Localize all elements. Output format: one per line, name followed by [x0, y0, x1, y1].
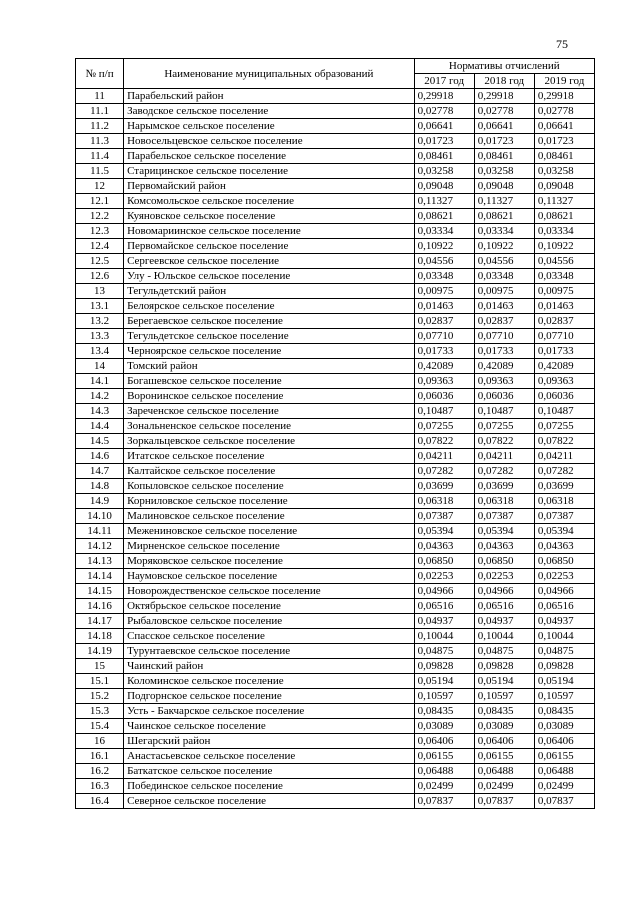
- row-value-2017: 0,02778: [414, 104, 474, 119]
- row-value-2019: 0,06488: [534, 764, 594, 779]
- row-value-2019: 0,03334: [534, 224, 594, 239]
- table-row: [76, 194, 595, 209]
- row-name: Подгорнское сельское поселение: [124, 689, 415, 704]
- row-value-2017: 0,03089: [414, 719, 474, 734]
- row-value-2019: 0,07837: [534, 794, 594, 809]
- row-number: 14.12: [76, 539, 124, 554]
- row-value-2017: 0,03334: [414, 224, 474, 239]
- row-value-2017: 0,06641: [414, 119, 474, 134]
- row-value-2019: 0,04556: [534, 254, 594, 269]
- row-value-2018: 0,03348: [474, 269, 534, 284]
- table-row: [76, 374, 595, 389]
- row-value-2019: 0,01733: [534, 344, 594, 359]
- row-value-2019: 0,08435: [534, 704, 594, 719]
- row-value-2017: 0,07255: [414, 419, 474, 434]
- row-value-2019: 0,07387: [534, 509, 594, 524]
- row-name: Усть - Бакчарское сельское поселение: [124, 704, 415, 719]
- row-name: Шегарский район: [124, 734, 415, 749]
- row-name: Томский район: [124, 359, 415, 374]
- row-number: 12.4: [76, 239, 124, 254]
- row-value-2017: 0,00975: [414, 284, 474, 299]
- row-value-2019: 0,08621: [534, 209, 594, 224]
- row-number: 13.1: [76, 299, 124, 314]
- row-name: Нарымское сельское поселение: [124, 119, 415, 134]
- row-name: Тегульдетский район: [124, 284, 415, 299]
- row-name: Межениновское сельское поселение: [124, 524, 415, 539]
- row-value-2019: 0,07710: [534, 329, 594, 344]
- row-number: 12.5: [76, 254, 124, 269]
- row-value-2017: 0,04966: [414, 584, 474, 599]
- row-value-2017: 0,04556: [414, 254, 474, 269]
- row-value-2017: 0,04363: [414, 539, 474, 554]
- table-row: [76, 134, 595, 149]
- row-value-2019: 0,03699: [534, 479, 594, 494]
- row-number: 14.6: [76, 449, 124, 464]
- table-row: [76, 269, 595, 284]
- row-value-2017: 0,07282: [414, 464, 474, 479]
- row-value-2017: 0,09363: [414, 374, 474, 389]
- row-value-2017: 0,07710: [414, 329, 474, 344]
- row-value-2018: 0,07387: [474, 509, 534, 524]
- row-value-2019: 0,06641: [534, 119, 594, 134]
- table-row: [76, 254, 595, 269]
- row-value-2019: 0,09363: [534, 374, 594, 389]
- table-row: [76, 149, 595, 164]
- row-number: 15.4: [76, 719, 124, 734]
- row-number: 16.1: [76, 749, 124, 764]
- row-value-2018: 0,01723: [474, 134, 534, 149]
- table-row: [76, 659, 595, 674]
- row-value-2018: 0,10597: [474, 689, 534, 704]
- row-value-2019: 0,42089: [534, 359, 594, 374]
- table-row: [76, 299, 595, 314]
- row-name: Северное сельское поселение: [124, 794, 415, 809]
- row-number: 11.4: [76, 149, 124, 164]
- table-row: [76, 404, 595, 419]
- table-row: [76, 509, 595, 524]
- row-value-2019: 0,04875: [534, 644, 594, 659]
- row-value-2019: 0,09048: [534, 179, 594, 194]
- row-value-2018: 0,06516: [474, 599, 534, 614]
- row-name: Новомариинское сельское поселение: [124, 224, 415, 239]
- header-group: Нормативы отчислений: [414, 59, 594, 74]
- row-name: Тегульдетское сельское поселение: [124, 329, 415, 344]
- row-name: Малиновское сельское поселение: [124, 509, 415, 524]
- row-name: Баткатское сельское поселение: [124, 764, 415, 779]
- row-value-2017: 0,04211: [414, 449, 474, 464]
- row-number: 14.17: [76, 614, 124, 629]
- row-number: 14.5: [76, 434, 124, 449]
- row-value-2018: 0,04875: [474, 644, 534, 659]
- row-name: Октябрьское сельское поселение: [124, 599, 415, 614]
- row-number: 14.11: [76, 524, 124, 539]
- row-number: 14.4: [76, 419, 124, 434]
- row-value-2018: 0,03699: [474, 479, 534, 494]
- row-number: 14.1: [76, 374, 124, 389]
- table-body: [76, 89, 595, 809]
- row-value-2018: 0,07710: [474, 329, 534, 344]
- row-name: Турунтаевское сельское поселение: [124, 644, 415, 659]
- row-value-2018: 0,06318: [474, 494, 534, 509]
- row-name: Берегаевское сельское поселение: [124, 314, 415, 329]
- table-row: [76, 434, 595, 449]
- row-value-2019: 0,05194: [534, 674, 594, 689]
- row-number: 14.18: [76, 629, 124, 644]
- row-name: Наумовское сельское поселение: [124, 569, 415, 584]
- row-number: 14.13: [76, 554, 124, 569]
- row-value-2017: 0,05194: [414, 674, 474, 689]
- row-value-2018: 0,04937: [474, 614, 534, 629]
- row-value-2018: 0,07822: [474, 434, 534, 449]
- row-number: 14.8: [76, 479, 124, 494]
- row-value-2017: 0,09828: [414, 659, 474, 674]
- row-value-2017: 0,01733: [414, 344, 474, 359]
- row-name: Парабельский район: [124, 89, 415, 104]
- row-value-2018: 0,04363: [474, 539, 534, 554]
- row-value-2017: 0,08461: [414, 149, 474, 164]
- row-name: Заводское сельское поселение: [124, 104, 415, 119]
- row-number: 12.1: [76, 194, 124, 209]
- row-value-2018: 0,06036: [474, 389, 534, 404]
- row-value-2019: 0,02499: [534, 779, 594, 794]
- table-row: [76, 629, 595, 644]
- row-number: 14.9: [76, 494, 124, 509]
- row-value-2017: 0,06850: [414, 554, 474, 569]
- row-value-2017: 0,03258: [414, 164, 474, 179]
- row-value-2018: 0,07282: [474, 464, 534, 479]
- table-row: [76, 599, 595, 614]
- row-number: 14: [76, 359, 124, 374]
- table-row: [76, 554, 595, 569]
- row-value-2017: 0,07837: [414, 794, 474, 809]
- row-name: Новосельцевское сельское поселение: [124, 134, 415, 149]
- row-value-2019: 0,03348: [534, 269, 594, 284]
- row-number: 13.2: [76, 314, 124, 329]
- row-number: 16.2: [76, 764, 124, 779]
- page-number: 75: [556, 37, 568, 51]
- row-value-2018: 0,05394: [474, 524, 534, 539]
- table-row: [76, 419, 595, 434]
- table-row: [76, 464, 595, 479]
- table-row: [76, 314, 595, 329]
- row-value-2017: 0,02837: [414, 314, 474, 329]
- row-value-2019: 0,04363: [534, 539, 594, 554]
- row-number: 15: [76, 659, 124, 674]
- table-row: [76, 224, 595, 239]
- table-row: [76, 449, 595, 464]
- row-number: 14.19: [76, 644, 124, 659]
- row-value-2019: 0,09828: [534, 659, 594, 674]
- header-year: 2018 год: [474, 74, 534, 89]
- row-value-2019: 0,03089: [534, 719, 594, 734]
- row-value-2018: 0,09828: [474, 659, 534, 674]
- row-name: Зареченское сельское поселение: [124, 404, 415, 419]
- row-value-2017: 0,42089: [414, 359, 474, 374]
- row-value-2017: 0,06318: [414, 494, 474, 509]
- row-number: 14.7: [76, 464, 124, 479]
- row-name: Первомайский район: [124, 179, 415, 194]
- row-value-2017: 0,04875: [414, 644, 474, 659]
- table-row: [76, 719, 595, 734]
- row-value-2019: 0,04966: [534, 584, 594, 599]
- row-number: 12.3: [76, 224, 124, 239]
- row-value-2017: 0,03699: [414, 479, 474, 494]
- row-name: Черноярское сельское поселение: [124, 344, 415, 359]
- row-name: Куяновское сельское поселение: [124, 209, 415, 224]
- row-value-2019: 0,10597: [534, 689, 594, 704]
- row-value-2019: 0,06406: [534, 734, 594, 749]
- row-value-2019: 0,01723: [534, 134, 594, 149]
- row-name: Побединское сельское поселение: [124, 779, 415, 794]
- row-number: 16.4: [76, 794, 124, 809]
- row-name: Спасское сельское поселение: [124, 629, 415, 644]
- row-value-2019: 0,07255: [534, 419, 594, 434]
- row-number: 14.15: [76, 584, 124, 599]
- table-row: [76, 734, 595, 749]
- row-name: Анастасьевское сельское поселение: [124, 749, 415, 764]
- row-number: 14.16: [76, 599, 124, 614]
- row-name: Зоркальцевское сельское поселение: [124, 434, 415, 449]
- row-value-2017: 0,10922: [414, 239, 474, 254]
- row-value-2018: 0,06155: [474, 749, 534, 764]
- row-value-2019: 0,00975: [534, 284, 594, 299]
- table-row: [76, 689, 595, 704]
- header-year: 2017 год: [414, 74, 474, 89]
- table-row: [76, 524, 595, 539]
- table-row: [76, 89, 595, 104]
- table-row: [76, 569, 595, 584]
- table-row: [76, 359, 595, 374]
- row-value-2017: 0,08621: [414, 209, 474, 224]
- row-name: Комсомольское сельское поселение: [124, 194, 415, 209]
- row-value-2019: 0,05394: [534, 524, 594, 539]
- norms-table: [75, 58, 595, 809]
- row-name: Улу - Юльское сельское поселение: [124, 269, 415, 284]
- row-value-2018: 0,10922: [474, 239, 534, 254]
- table-row: [76, 779, 595, 794]
- header-year: 2019 год: [534, 74, 594, 89]
- table-row: [76, 479, 595, 494]
- row-value-2017: 0,06155: [414, 749, 474, 764]
- row-value-2018: 0,10487: [474, 404, 534, 419]
- row-value-2018: 0,09363: [474, 374, 534, 389]
- row-value-2019: 0,06516: [534, 599, 594, 614]
- row-value-2018: 0,06850: [474, 554, 534, 569]
- row-value-2018: 0,04966: [474, 584, 534, 599]
- row-value-2018: 0,11327: [474, 194, 534, 209]
- row-name: Калтайское сельское поселение: [124, 464, 415, 479]
- row-number: 11: [76, 89, 124, 104]
- row-number: 12.2: [76, 209, 124, 224]
- row-value-2017: 0,07822: [414, 434, 474, 449]
- row-name: Зональненское сельское поселение: [124, 419, 415, 434]
- row-value-2018: 0,04211: [474, 449, 534, 464]
- row-value-2018: 0,29918: [474, 89, 534, 104]
- row-name: Воронинское сельское поселение: [124, 389, 415, 404]
- row-number: 12.6: [76, 269, 124, 284]
- table-row: [76, 584, 595, 599]
- table-row: [76, 119, 595, 134]
- row-value-2019: 0,06155: [534, 749, 594, 764]
- row-name: Сергеевское сельское поселение: [124, 254, 415, 269]
- row-number: 16.3: [76, 779, 124, 794]
- row-value-2019: 0,07822: [534, 434, 594, 449]
- row-number: 14.10: [76, 509, 124, 524]
- row-value-2018: 0,06406: [474, 734, 534, 749]
- table-row: [76, 239, 595, 254]
- row-value-2017: 0,01723: [414, 134, 474, 149]
- table-row: [76, 614, 595, 629]
- table-row: [76, 494, 595, 509]
- row-value-2019: 0,02253: [534, 569, 594, 584]
- row-number: 11.1: [76, 104, 124, 119]
- table-row: [76, 644, 595, 659]
- row-value-2017: 0,10597: [414, 689, 474, 704]
- row-value-2019: 0,10922: [534, 239, 594, 254]
- row-number: 16: [76, 734, 124, 749]
- row-value-2017: 0,01463: [414, 299, 474, 314]
- row-value-2018: 0,02253: [474, 569, 534, 584]
- row-name: Рыбаловское сельское поселение: [124, 614, 415, 629]
- row-value-2017: 0,06036: [414, 389, 474, 404]
- table-row: [76, 164, 595, 179]
- row-number: 11.3: [76, 134, 124, 149]
- row-number: 14.3: [76, 404, 124, 419]
- row-value-2019: 0,02837: [534, 314, 594, 329]
- row-number: 15.2: [76, 689, 124, 704]
- row-value-2018: 0,06488: [474, 764, 534, 779]
- table-row: [76, 104, 595, 119]
- row-name: Чаинское сельское поселение: [124, 719, 415, 734]
- row-value-2018: 0,04556: [474, 254, 534, 269]
- table-row: [76, 674, 595, 689]
- row-value-2018: 0,02778: [474, 104, 534, 119]
- row-value-2018: 0,01733: [474, 344, 534, 359]
- row-value-2018: 0,07255: [474, 419, 534, 434]
- row-name: Белоярское сельское поселение: [124, 299, 415, 314]
- row-name: Копыловское сельское поселение: [124, 479, 415, 494]
- row-value-2018: 0,08621: [474, 209, 534, 224]
- row-value-2017: 0,09048: [414, 179, 474, 194]
- row-value-2019: 0,08461: [534, 149, 594, 164]
- row-name: Мирненское сельское поселение: [124, 539, 415, 554]
- row-value-2019: 0,06850: [534, 554, 594, 569]
- row-value-2018: 0,02837: [474, 314, 534, 329]
- row-value-2018: 0,07837: [474, 794, 534, 809]
- row-value-2018: 0,03258: [474, 164, 534, 179]
- row-value-2019: 0,10044: [534, 629, 594, 644]
- row-value-2017: 0,10487: [414, 404, 474, 419]
- row-name: Коломинское сельское поселение: [124, 674, 415, 689]
- table-row: [76, 284, 595, 299]
- row-number: 15.1: [76, 674, 124, 689]
- row-value-2019: 0,02778: [534, 104, 594, 119]
- row-value-2018: 0,01463: [474, 299, 534, 314]
- row-value-2017: 0,07387: [414, 509, 474, 524]
- table-row: [76, 209, 595, 224]
- row-value-2017: 0,03348: [414, 269, 474, 284]
- row-value-2019: 0,01463: [534, 299, 594, 314]
- row-value-2017: 0,06488: [414, 764, 474, 779]
- row-name: Парабельское сельское поселение: [124, 149, 415, 164]
- row-value-2017: 0,11327: [414, 194, 474, 209]
- table-row: [76, 704, 595, 719]
- row-value-2019: 0,07282: [534, 464, 594, 479]
- row-number: 13: [76, 284, 124, 299]
- row-value-2018: 0,09048: [474, 179, 534, 194]
- row-number: 14.2: [76, 389, 124, 404]
- row-value-2017: 0,06516: [414, 599, 474, 614]
- row-value-2018: 0,05194: [474, 674, 534, 689]
- table-row: [76, 329, 595, 344]
- row-value-2017: 0,02253: [414, 569, 474, 584]
- row-name: Богашевское сельское поселение: [124, 374, 415, 389]
- header-num: № п/п: [76, 59, 124, 89]
- row-number: 11.2: [76, 119, 124, 134]
- row-value-2019: 0,06036: [534, 389, 594, 404]
- row-value-2017: 0,10044: [414, 629, 474, 644]
- row-value-2017: 0,06406: [414, 734, 474, 749]
- table-row: [76, 764, 595, 779]
- row-value-2017: 0,04937: [414, 614, 474, 629]
- table-row: [76, 539, 595, 554]
- row-value-2018: 0,06641: [474, 119, 534, 134]
- row-value-2019: 0,10487: [534, 404, 594, 419]
- row-name: Итатское сельское поселение: [124, 449, 415, 464]
- row-number: 15.3: [76, 704, 124, 719]
- row-value-2017: 0,02499: [414, 779, 474, 794]
- row-value-2018: 0,02499: [474, 779, 534, 794]
- row-value-2018: 0,10044: [474, 629, 534, 644]
- row-number: 12: [76, 179, 124, 194]
- row-name: Новорождественское сельское поселение: [124, 584, 415, 599]
- row-value-2019: 0,04937: [534, 614, 594, 629]
- row-name: Первомайское сельское поселение: [124, 239, 415, 254]
- row-value-2018: 0,03089: [474, 719, 534, 734]
- row-name: Корниловское сельское поселение: [124, 494, 415, 509]
- header-name: Наименование муниципальных образований: [124, 59, 415, 89]
- table-row: [76, 179, 595, 194]
- row-number: 11.5: [76, 164, 124, 179]
- row-value-2018: 0,08435: [474, 704, 534, 719]
- row-value-2019: 0,03258: [534, 164, 594, 179]
- row-value-2019: 0,06318: [534, 494, 594, 509]
- row-number: 13.3: [76, 329, 124, 344]
- row-value-2017: 0,05394: [414, 524, 474, 539]
- table-row: [76, 749, 595, 764]
- row-value-2018: 0,08461: [474, 149, 534, 164]
- row-value-2019: 0,11327: [534, 194, 594, 209]
- row-value-2017: 0,29918: [414, 89, 474, 104]
- row-value-2018: 0,00975: [474, 284, 534, 299]
- row-name: Чаинский район: [124, 659, 415, 674]
- table-row: [76, 344, 595, 359]
- row-value-2019: 0,29918: [534, 89, 594, 104]
- table-row: [76, 794, 595, 809]
- row-value-2019: 0,04211: [534, 449, 594, 464]
- row-value-2018: 0,42089: [474, 359, 534, 374]
- row-name: Старицинское сельское поселение: [124, 164, 415, 179]
- row-value-2017: 0,08435: [414, 704, 474, 719]
- row-number: 14.14: [76, 569, 124, 584]
- row-name: Моряковское сельское поселение: [124, 554, 415, 569]
- row-number: 13.4: [76, 344, 124, 359]
- row-value-2018: 0,03334: [474, 224, 534, 239]
- table-row: [76, 389, 595, 404]
